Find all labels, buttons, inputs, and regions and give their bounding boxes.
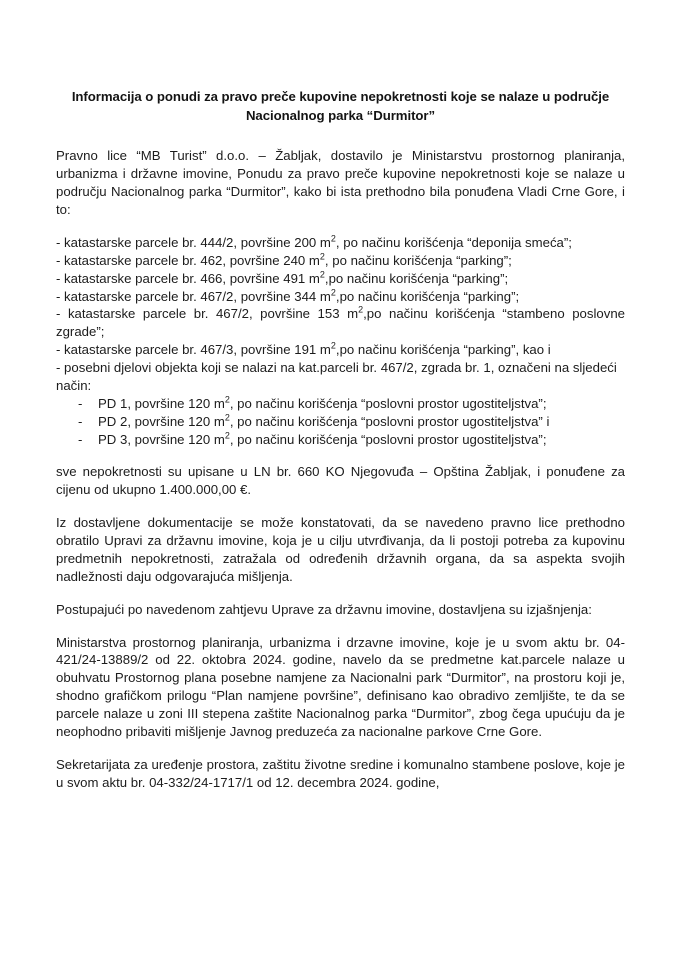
parcel-list-item: - katastarske parcele br. 467/2, površine 344 $m^2,po$ načinu korišćenja “parking”; — [56, 287, 520, 304]
parcel-list-item: - katastarske parcele br. 467/2, površine 153 $m^2,po$ načinu korišćenja “stambeno poslovne zgrade”; — [56, 305, 625, 340]
paragraph-intro: Pravno lice “MB Turist” d.o.o. – Žabljak, dostavilo je Ministarstvu prostornog planiranja, urbanizma i državne imovine, Ponudu za pravo preče kupovine nepokretnosti koje se nalaze u području Nacionalnog parka “Durmitor”, kako bi ista prethodno bila ponuđena Vladi Crne Gore, i to: — [56, 148, 625, 218]
sub-list-item — [56, 395, 625, 413]
parcel-list-item: - katastarske parcele br. 444/2, površine 200 $m^2$, po načinu korišćenja “deponija smeća”; — [56, 233, 572, 250]
sub-list-item — [56, 413, 625, 431]
parcel-list-item: - katastarske parcele br. 467/3, površine 191 $m^2,po$ načinu korišćenja “parking”, kao i — [56, 340, 551, 358]
sub-list-item — [56, 431, 625, 449]
paragraph-documentation: Iz dostavljene dokumentacije se može konstatovati, da se navedeno pravno lice prethodno obratilo Upravi za državnu imovine, koja je u cilju utvrđivanja, da li postoji potreba za kupovinu predmetnih nepokretnosti, zatražala od određenih državnih organa, da sa aspekta svojih nadležnosti daju odgovarajuća mišljenja. — [56, 515, 625, 584]
sub-list-item-marker: - — [78, 395, 83, 411]
page-title — [56, 88, 625, 125]
parcel-list-item: - katastarske parcele br. 466, površine 491 $m^2,po$ načinu korišćenja “parking”; — [56, 269, 509, 286]
special-parts-sub-list — [56, 395, 625, 449]
paragraph-ministry-opinion: Ministarstva prostornog planiranja, urbanizma i drzavne imovine, koje je u svom aktu br. 04-421/24-13889/2 od 22. oktobra 2024. godine, navelo da se predmetne kat.parcele nalaze u obuhvatu Prostornog plana posebne namjene za Nacionalni park “Durmitor”, na prostoru koji je, shodno grafičkom prilogu “Plan namjene površine”, definisano kao obradivo zemljište, te da se parcele nalaze u zoni III stepena zaštite Nacionalnog parka “Durmitor”, zbog čega upućuju da je neophodno pribaviti mišljenje Javnog preduzeća za nacionalne parkove Crne Gore. — [56, 634, 625, 739]
paragraph-procedure: Postupajući po navedenom zahtjevu Uprave za državnu imovine, dostavljena su izjašnjenja: — [56, 601, 592, 617]
parcel-list-item: - katastarske parcele br. 462, površine 240 $m^2$, po načinu korišćenja “parking”; — [56, 251, 512, 268]
sub-list-item-label: PD 3, površine 120 $m^2$, po načinu korišćenja “poslovni prostor ugostiteljstva”; — [98, 430, 547, 447]
page-title-line-2: područje Nacionalnog parka “Durmitor” — [245, 89, 610, 123]
paragraph-secretariat-opinion: Sekretarijata za uređenje prostora, zaštitu životne sredine i komunalno stambene poslove, koje je u svom aktu br. 04-332/24-1717/1 od 12. decembra 2024. godine, — [56, 756, 625, 790]
paragraph-price: sve nepokretnosti su upisane u LN br. 660 KO Njegovuđa – Opština Žabljak, i ponuđene za cijenu od ukupno 1.400.000,00 €. — [56, 464, 625, 498]
sub-list-item-label: PD 1, površine 120 $m^2$, po načinu korišćenja “poslovni prostor ugostiteljstva”; — [98, 394, 547, 411]
sub-list-item-label: PD 2, površine 120 $m^2$, po načinu korišćenja “poslovni prostor ugostiteljstva” i — [98, 412, 550, 429]
page-title-line-1: Informacija o ponudi za pravo preče kupovine nepokretnosti koje se nalaze u — [71, 89, 551, 104]
parcel-list — [56, 234, 625, 449]
sub-list-item-marker: - — [78, 413, 83, 429]
sub-list-item-marker: - — [78, 431, 83, 447]
parcel-list-item: - posebni djelovi objekta koji se nalazi na kat.parceli br. 467/2, zgrada br. 1, označeni na sljedeći način: — [56, 360, 617, 393]
